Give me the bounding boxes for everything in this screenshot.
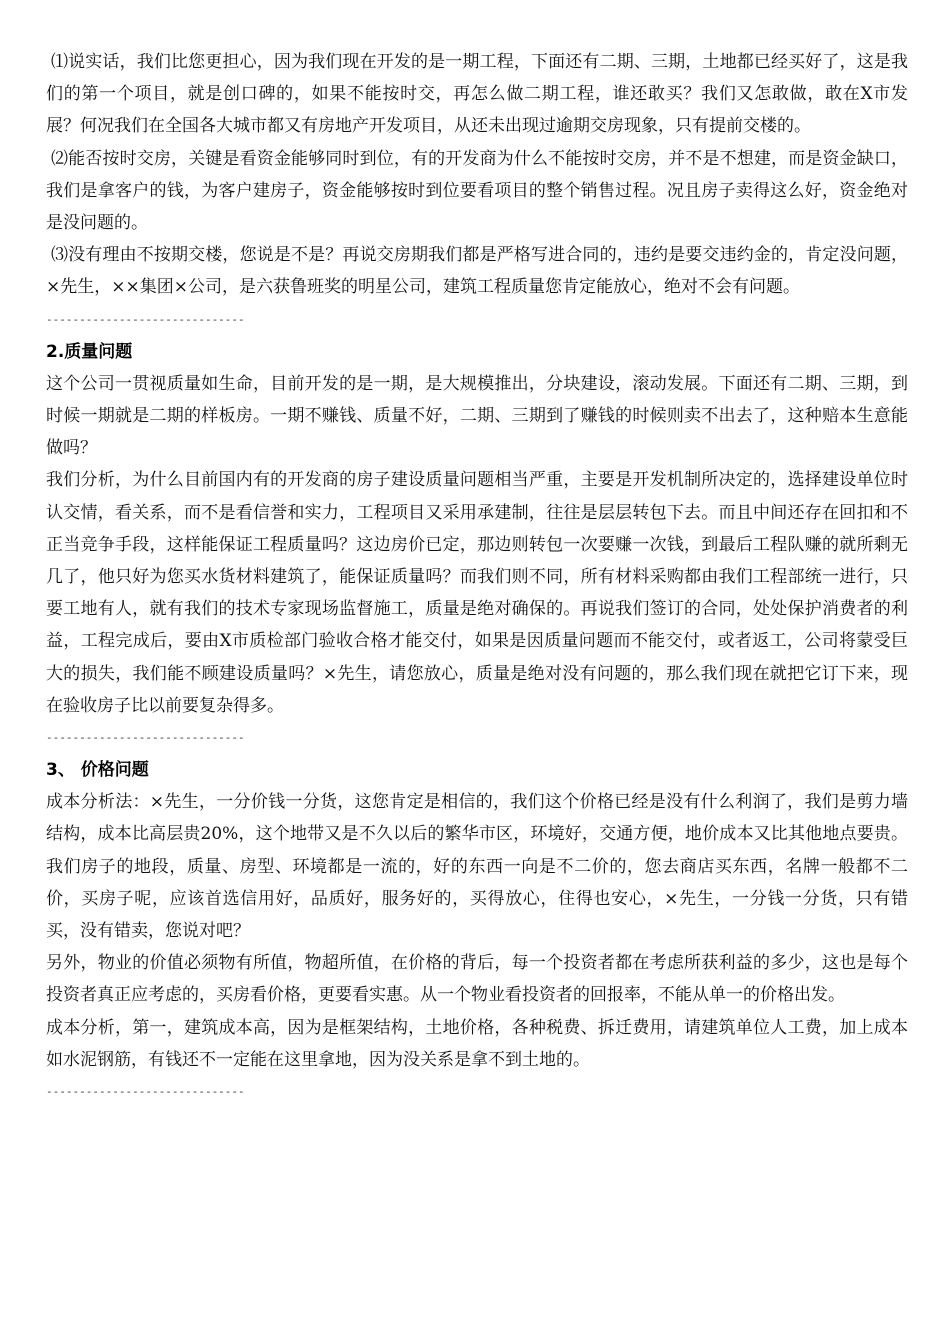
section-divider: ------------------------------: [46, 312, 245, 326]
section-divider: ------------------------------: [46, 731, 245, 745]
quality-paragraph-1: 这个公司一贯视质量如生命，目前开发的是一期，是大规模推出，分块建设，滚动发展。下面还有二期、三期，到时候一期就是二期的样板房。一期不赚钱、质量不好，二期、三期到了赚钱的时候则卖不出去了，这种赔本生意能做吗？: [46, 373, 908, 459]
quality-paragraph-2: 我们分析，为什么目前国内有的开发商的房子建设质量问题相当严重，主要是开发机制所决定的，选择建设单位时认交情，看关系，而不是看信誉和实力，工程项目又采用承建制，往往是层层转包下去。而且中间还存在回扣和不正当竞争手段，这样能保证工程质量吗？这边房价已定，那边则转包一次要赚一次钱，到最后工程队赚的就所剩无几了，他只好为您买水货材料建筑了，能保证质量吗？而我们则不同，所有材料采购都由我们工程部统一进行，只要工地有人，就有我们的技术专家现场监督施工，质量是绝对确保的。再说我们签订的合同，处处保护消费者的利益，工程完成后，要由X市质检部门验收合格才能交付，如果是因质量问题而不能交付，或者返工，公司将蒙受巨大的损失，我们能不顾建设质量吗？×先生，请您放心，质量是绝对没有问题的，那么我们现在就把它订下来，现在验收房子比以前要复杂得多。: [46, 470, 908, 716]
quality-section-title: 2.质量问题: [46, 341, 133, 362]
delivery-point-2: ⑵能否按时交房，关键是看资金能够同时到位，有的开发商为什么不能按时交房，并不是不想建，而是资金缺口，我们是拿客户的钱，为客户建房子，资金能够按时到位要看项目的整个销售过程。况且房子卖得这么好，资金绝对是没问题的。: [46, 148, 908, 234]
quality-section: [46, 336, 908, 722]
price-section: [46, 754, 908, 1076]
document-page: [46, 46, 908, 1108]
price-paragraph-1: 成本分析法：×先生，一分价钱一分货，这您肯定是相信的，我们这个价格已经是没有什么利润了，我们是剪力墙结构，成本比高层贵20%，这个地带又是不久以后的繁华市区，环境好，交通方便，地价成本又比其他地点要贵。我们房子的地段，质量、房型、环境都是一流的，好的东西一向是不二价的，您去商店买东西，名牌一般都不二价，买房子呢，应该首选信用好，品质好，服务好的，买得放心，住得也安心，×先生，一分钱一分货，只有错买，没有错卖，您说对吧？: [46, 792, 908, 942]
delivery-point-3: ⑶没有理由不按期交楼，您说是不是？再说交房期我们都是严格写进合同的，违约是要交违约金的，肯定没问题，×先生，××集团×公司，是六获鲁班奖的明星公司，建筑工程质量您肯定能放心，绝对不会有问题。: [46, 245, 908, 298]
price-paragraph-2: 另外，物业的价值必须物有所值，物超所值，在价格的背后，每一个投资者都在考虑所获利益的多少，这也是每个投资者真正应考虑的，买房看价格，更要看实惠。从一个物业看投资者的回报率，不能从单一的价格出发。: [46, 953, 908, 1006]
delivery-section: [46, 46, 908, 304]
delivery-point-1: ⑴说实话，我们比您更担心，因为我们现在开发的是一期工程，下面还有二期、三期，土地都已经买好了，这是我们的第一个项目，就是创口碑的，如果不能按时交，再怎么做二期工程，谁还敢买？我们又怎敢做，敢在X市发展？何况我们在全国各大城市都又有房地产开发项目，从还未出现过逾期交房现象，只有提前交楼的。: [46, 52, 908, 137]
price-paragraph-3: 成本分析，第一，建筑成本高，因为是框架结构，土地价格，各种税费、拆迁费用，请建筑单位人工费，加上成本如水泥钢筋，有钱还不一定能在这里拿地，因为没关系是拿不到土地的。: [46, 1017, 908, 1070]
price-section-title: 3、 价格问题: [46, 760, 149, 781]
section-divider: ------------------------------: [46, 1085, 245, 1099]
